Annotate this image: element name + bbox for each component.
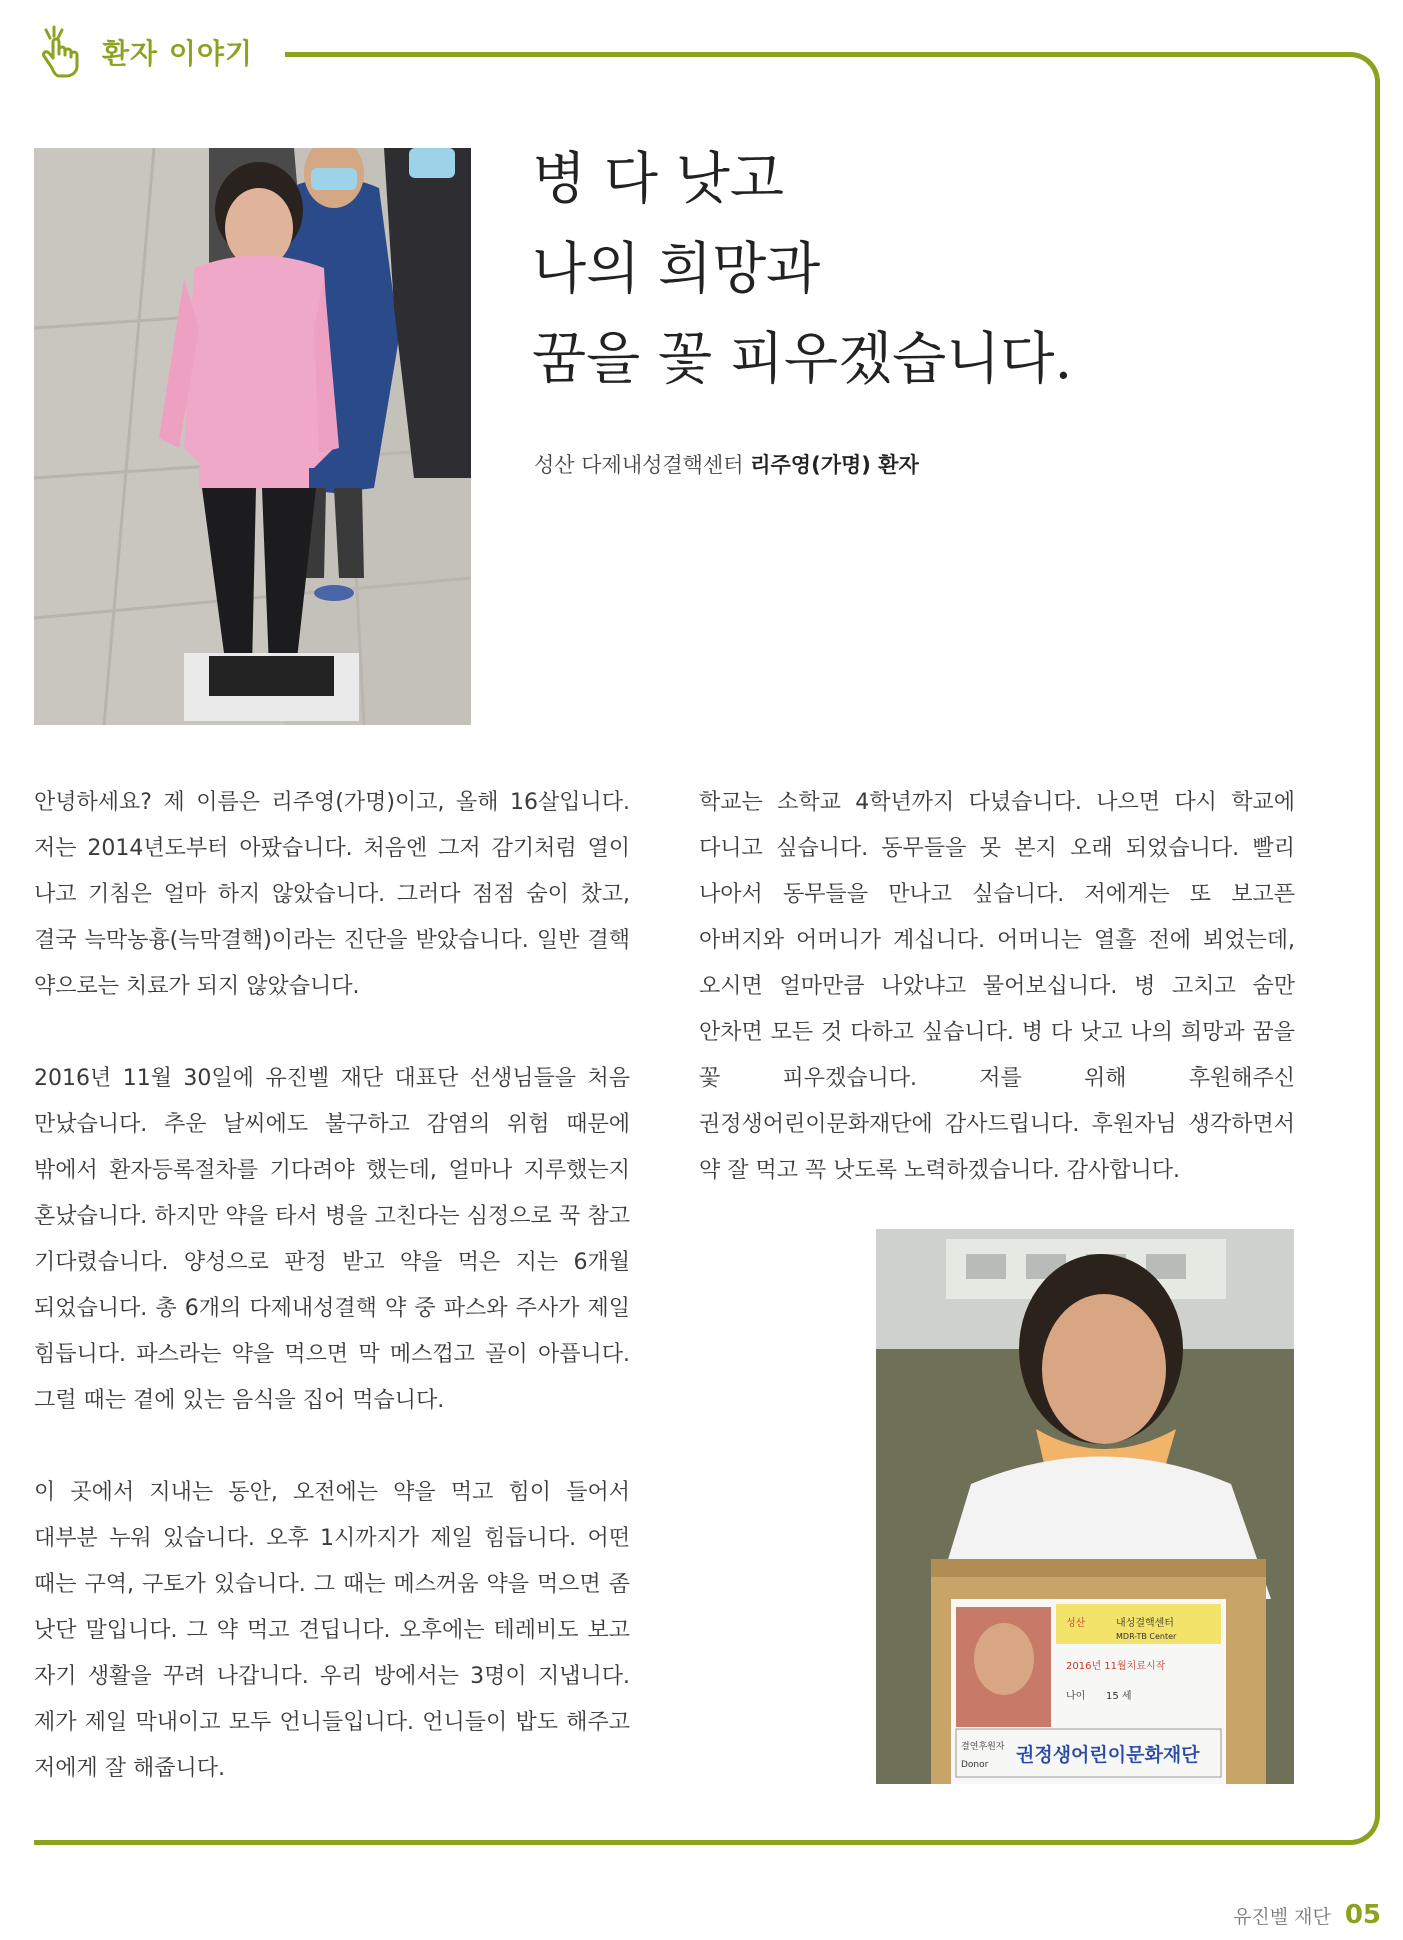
byline-name: 리주영(가명) 환자 [750,453,919,477]
footer-org: 유진벨 재단 [1233,1906,1331,1928]
section-header [32,22,253,82]
byline [534,449,919,479]
headline-line: 병 다 낫고 [532,147,784,212]
box-label-start: 2016년 11월치료시작 [1066,1661,1166,1672]
box-label-donor-en: Donor [961,1760,989,1770]
body-paragraph: 학교는 소학교 4학년까지 다녔습니다. 나으면 다시 학교에 다니고 싶습니다. 동무들을 못 본지 오래 되었습니다. 빨리 나아서 동무들을 만나고 싶습니다. 저에게는 또 보고픈 아버지와 어머니가 계십니다. 어머니는 열흘 전에 뵈었는데, 오시면 얼마만큼 나았냐고 물어보십니다. 병 고치고 숨만 안차면 모든 것 다하고 싶습니다. 병 다 낫고 나의 희망과 꿈을 꽃 피우겠습니다. 저를 위해 후원해주신 권정생어린이문화재단에 감사드립니다. 후원자님 생각하면서 약 잘 먹고 꼭 낫도록 노력하겠습니다. 감사합니다. [699,790,1295,1183]
body-column-right [699,780,1295,1240]
body-paragraph: 안녕하세요? 제 이름은 리주영(가명)이고, 올해 16살입니다. 저는 2014년도부터 아팠습니다. 처음엔 그저 감기처럼 열이 나고 기침은 얼마 하지 않았습니다. 그러다 점점 숨이 찼고, 결국 늑막농흉(늑막결핵)이라는 진단을 받았습니다. 일반 결핵 약으로는 치료가 되지 않았습니다. [34,790,630,999]
page-number: 05 [1344,1900,1381,1930]
box-label-center2: 내성결핵센터 [1116,1618,1174,1629]
patient-photo-box [876,1229,1294,1784]
box-label-donor-name: 권정생어린이문화재단 [1016,1744,1200,1766]
headline-line: 꿈을 꽃 피우겠습니다. [532,327,1073,392]
box-label-center: 성산 [1066,1618,1086,1629]
body-paragraph: 2016년 11월 30일에 유진벨 재단 대표단 선생님들을 처음 만났습니다. 추운 날씨에도 불구하고 감염의 위험 때문에 밖에서 환자등록절차를 기다려야 했는데, 얼마나 지루했는지 혼났습니다. 하지만 약을 타서 병을 고친다는 심정으로 꾹 참고 기다렸습니다. 양성으로 판정 받고 약을 먹은 지는 6개월 되었습니다. 총 6개의 다제내성결핵 약 중 파스와 주사가 제일 힘듭니다. 파스라는 약을 먹으면 막 메스껍고 골이 아픕니다. 그럴 때는 곁에 있는 음식을 집어 먹습니다. [34,1066,630,1413]
byline-org: 성산 다제내성결핵센터 [534,453,744,477]
box-label-age: 15 세 [1106,1691,1132,1702]
box-label-donor: 결연후원자 [961,1742,1005,1752]
body-column-left [34,780,630,1838]
frame-bottom-rule [34,1840,294,1845]
headline-line: 나의 희망과 [532,237,821,302]
headline [532,135,1352,405]
patient-photo-standing [34,148,471,725]
box-label-age-label: 나이 [1066,1691,1086,1702]
page-footer [1233,1900,1381,1930]
hand-touch-icon [32,24,90,80]
section-title: 환자 이야기 [102,37,253,70]
box-label-center-en: MDR-TB Center [1116,1632,1177,1641]
body-paragraph: 이 곳에서 지내는 동안, 오전에는 약을 먹고 힘이 들어서 대부분 누워 있습니다. 오후 1시까지가 제일 힘듭니다. 어떤 때는 구역, 구토가 있습니다. 그 때는 메스꺼움 약을 먹으면 좀 낫단 말입니다. 그 약 먹고 견딥니다. 오후에는 테레비도 보고 자기 생활을 꾸려 나갑니다. 우리 방에서는 3명이 지냅니다. 제가 제일 막내이고 모두 언니들입니다. 언니들이 밥도 해주고 저에게 잘 해줍니다. [34,1480,630,1781]
